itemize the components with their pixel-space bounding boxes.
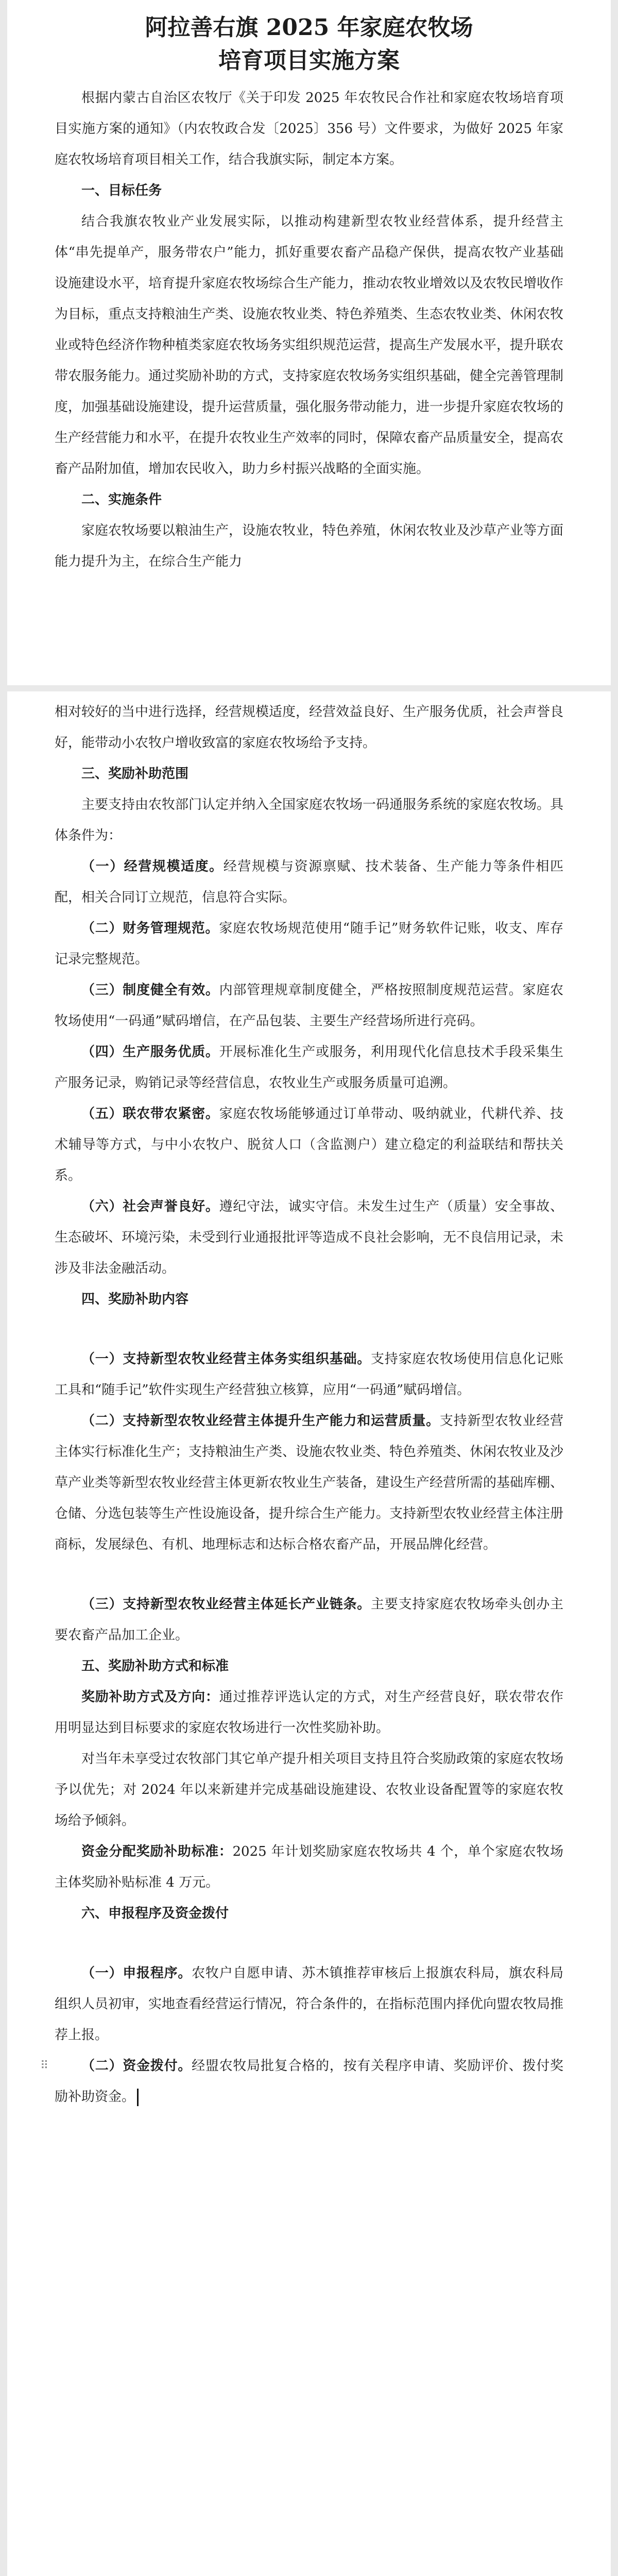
document-page-1[interactable] <box>7 0 611 685</box>
section-6-heading[interactable]: 六、申报程序及资金拨付 <box>81 1906 229 1921</box>
item-text: 内部管理规章制度健全，严格按照制度规范运营。家庭农牧场使用“一码通”赋码增信，在产品包装、主要生产经营场所进行亮码。 <box>55 982 563 1029</box>
intro-paragraph[interactable]: 根据内蒙古自治区农牧厅《关于印发 2025 年农牧民合作社和家庭农牧场培育项目实施方案的通知》（内农牧政合发〔2025〕356 号）文件要求，为做好 2025 年家庭农牧场培育项目相关工作，结合我旗实际，制定本方案。 <box>55 90 563 167</box>
section-3-heading[interactable]: 三、奖励补助范围 <box>81 766 189 782</box>
document-title <box>55 11 563 77</box>
item-label: （一）申报程序。 <box>81 1965 192 1981</box>
drag-handle-icon[interactable]: ⠿ <box>40 2059 49 2072</box>
section-5-heading[interactable]: 五、奖励补助方式和标准 <box>81 1658 229 1674</box>
paragraph-label: 奖励补助方式及方向： <box>81 1689 219 1705</box>
item-text: 经盟农牧局批复合格的，按有关程序申请、奖励评价、拨付奖励补助资金。 <box>55 2058 563 2105</box>
section-1-heading[interactable]: 一、目标任务 <box>81 183 162 198</box>
item-text: 主要支持家庭农牧场牵头创办主要农畜产品加工企业。 <box>55 1597 563 1643</box>
item-label: （一）支持新型农牧业经营主体务实组织基础。 <box>81 1351 371 1367</box>
section-5-paragraph-1[interactable] <box>55 1682 563 1743</box>
section-4-item[interactable] <box>55 1344 563 1405</box>
item-text: 遵纪守法，诚实守信。未发生过生产（质量）安全事故、生态破坏、环境污染，未受到行业通报批评等造成不良社会影响，无不良信用记录，未涉及非法金融活动。 <box>55 1199 564 1276</box>
section-4-item[interactable] <box>55 1405 563 1560</box>
paragraph-label: 资金分配奖励补助标准： <box>81 1844 233 1859</box>
blank-line <box>55 1560 563 1589</box>
section-2-body-part-1[interactable]: 家庭农牧场要以粮油生产，设施农牧业，特色养殖，休闲农牧业及沙草产业等方面能力提升为主，在综合生产能力 <box>55 523 564 569</box>
item-text: 农牧户自愿申请、苏木镇推荐审核后上报旗农科局，旗农科局组织人员初审，实地查看经营运行情况，符合条件的，在指标范围内择优向盟农牧局推荐上报。 <box>55 1965 564 2043</box>
paragraph-text: 通过推荐评选认定的方式，对生产经营良好，联农带农作用明显达到目标要求的家庭农牧场进行一次性奖励补助。 <box>55 1689 563 1736</box>
section-5-paragraph-2[interactable]: 对当年未享受过农牧部门其它单产提升相关项目支持且符合奖励政策的家庭农牧场予以优先；对 2024 年以来新建并完成基础设施建设、农牧业设备配置等的家庭农牧场给予倾斜。 <box>55 1751 564 1828</box>
item-label: （二）财务管理规范。 <box>81 921 219 936</box>
item-text: 家庭农牧场能够通过订单带动、吸纳就业，代耕代养、技术辅导等方式，与中小农牧户、脱贫人口（含监测户）建立稳定的利益联结和帮扶关系。 <box>55 1106 563 1183</box>
item-text: 家庭农牧场规范使用“随手记”财务软件记账，收支、库存记录完整规范。 <box>55 921 563 967</box>
item-text: 支持家庭农牧场使用信息化记账工具和“随手记”软件实现生产经营独立核算，应用“一码通”赋码增信。 <box>55 1351 563 1398</box>
section-3-item[interactable] <box>55 913 563 975</box>
section-3-item[interactable] <box>55 1098 563 1191</box>
section-2-heading[interactable]: 二、实施条件 <box>81 492 162 507</box>
item-label: （六）社会声誉良好。 <box>81 1199 219 1214</box>
item-label: （五）联农带农紧密。 <box>81 1106 219 1122</box>
item-label: （二）资金拨付。 <box>81 2058 192 2074</box>
item-label: （一）经营规模适度。 <box>81 859 224 874</box>
blank-line <box>55 1929 563 1958</box>
title-line-2: 培育项目实施方案 <box>218 47 400 74</box>
text-cursor <box>137 2089 139 2106</box>
section-1-body[interactable]: 结合我旗农牧业产业发展实际，以推动构建新型农牧业经营体系，提升经营主体“串先提单产，服务带农户”能力，抓好重要农畜产品稳产保供，提高农牧产业基础设施建设水平，培育提升家庭农牧场综合生产能力，推动农牧业增效以及农牧民增收作为目标，重点支持粮油生产类、设施农牧业类、特色养殖类、生态农牧业类、休闲农牧业或特色经济作物种植类家庭农牧场务实组织规范运营，提高生产发展水平，提升联农带农服务能力。通过奖励补助的方式，支持家庭农牧场务实组织基础，健全完善管理制度，加强基础设施建设，提升运营质量，强化服务带动能力，进一步提升家庭农牧场的生产经营能力和水平，在提升农牧业生产效率的同时，保障农畜产品质量安全，提高农畜产品附加值，增加农民收入，助力乡村振兴战略的全面实施。 <box>55 214 564 477</box>
section-4-item[interactable] <box>55 1589 563 1651</box>
item-label: （二）支持新型农牧业经营主体提升生产能力和运营质量。 <box>81 1413 440 1429</box>
item-label: （三）制度健全有效。 <box>81 982 219 998</box>
section-2-body-part-2[interactable]: 相对较好的当中进行选择，经营规模适度，经营效益良好、生产服务优质，社会声誉良好，能带动小农牧户增收致富的家庭农牧场给予支持。 <box>55 704 564 751</box>
section-6-item[interactable] <box>40 2050 563 2112</box>
section-5-paragraph-3[interactable] <box>55 1836 563 1898</box>
paragraph-text: 2025 年计划奖励家庭农牧场共 4 个，单个家庭农牧场主体奖励补贴标准 4 万元。 <box>55 1844 563 1890</box>
document-page-2[interactable] <box>7 691 611 2576</box>
item-text: 开展标准化生产或服务，利用现代化信息技术手段采集生产服务记录，购销记录等经营信息，农牧业生产或服务质量可追溯。 <box>55 1044 563 1091</box>
section-3-body[interactable]: 主要支持由农牧部门认定并纳入全国家庭农牧场一码通服务系统的家庭农牧场。具体条件为： <box>55 797 564 843</box>
section-3-item[interactable] <box>55 975 563 1037</box>
section-3-item[interactable] <box>55 1037 563 1098</box>
item-label: （三）支持新型农牧业经营主体延长产业链条。 <box>81 1597 371 1612</box>
section-6-item[interactable] <box>55 1958 563 2050</box>
item-label: （四）生产服务优质。 <box>81 1044 219 1060</box>
section-3-item[interactable] <box>55 1191 563 1284</box>
section-4-heading[interactable]: 四、奖励补助内容 <box>81 1292 189 1307</box>
item-text: 支持新型农牧业经营主体实行标准化生产；支持粮油生产类、设施农牧业类、特色养殖类、休闲农牧业及沙草产业类等新型农牧业经营主体更新农牧业生产装备，建设生产经营所需的基础库棚、仓储、分选包装等生产性设施设备，提升综合生产能力。支持新型农牧业经营主体注册商标，发展绿色、有机、地理标志和达标合格农畜产品，开展品牌化经营。 <box>55 1413 564 1552</box>
section-3-item[interactable] <box>55 851 563 913</box>
blank-line <box>55 1315 563 1344</box>
title-line-1: 阿拉善右旗 2025 年家庭农牧场 <box>145 14 473 41</box>
item-text: 经营规模与资源禀赋、技术装备、生产能力等条件相匹配，相关合同订立规范，信息符合实际。 <box>55 859 563 905</box>
